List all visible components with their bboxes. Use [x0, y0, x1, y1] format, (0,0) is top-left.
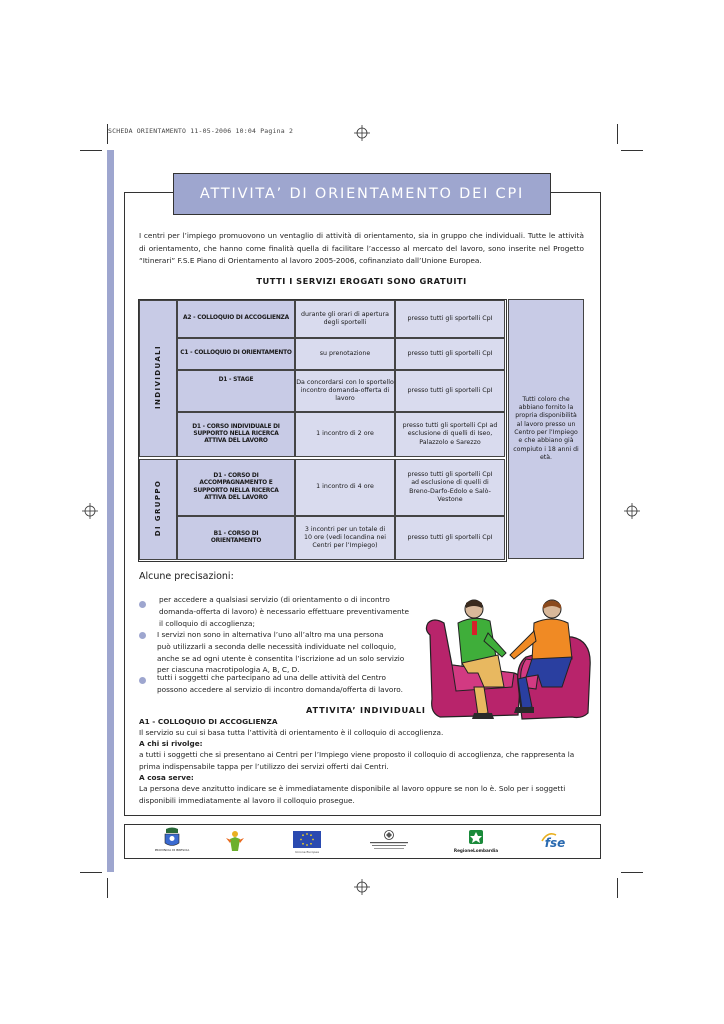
registration-mark-bottom: [354, 879, 370, 895]
what-text-line: La persona deve anzitutto indicare se è immediatamente disponibile al lavoro oppure se non lo è. Solo per i soggetti: [139, 784, 566, 793]
sponsor-logo-strip: [124, 824, 601, 859]
location-cell: presso tutti gli sportelli CpI ad esclusione di quelli di Breno-Darfo-Edolo e Salò-Vestone: [395, 459, 505, 516]
schedule-cell: 3 incontri per un totale di 10 ore (vedi locandina nei Centri per l’Impiego): [295, 516, 395, 560]
crop-mark: [80, 872, 102, 873]
what-title: A cosa serve:: [139, 773, 194, 782]
a1-text: Il servizio su cui si basa tutta l’attività di orientamento è il colloquio di accoglienza.: [139, 728, 444, 737]
side-accent-bar: [107, 150, 114, 872]
precisazione-line: il colloquio di accoglienza;: [159, 618, 255, 628]
schedule-cell: 1 incontro di 4 ore: [295, 459, 395, 516]
intro-paragraph: I centri per l’impiego promuovono un ventaglio di attività di orientamento, sia in gruppo che individuali. Tutte le attività di orientamento, che hanno come finalità quella di facilitare l’accesso al mercato del lavoro, sono inserite nel Progetto “Itinerari” F.S.E Piano di Orientamento al lavoro 2005-2006, cofinanziato dall’Unione Europea.: [139, 231, 584, 265]
print-slug: SCHEDA ORIENTAMENTO 11-05-2006 10:04 Pagina 2: [108, 127, 294, 135]
what-text-line: disponibili immediatamente al lavoro il colloquio prosegue.: [139, 796, 355, 805]
group-individuali-label: INDIVIDUALI: [154, 344, 162, 410]
svg-text:fse: fse: [544, 836, 566, 850]
activity-cell: A2 - COLLOQUIO DI ACCOGLIENZA: [177, 300, 295, 338]
crop-mark: [617, 124, 618, 144]
bullet-icon: [139, 677, 146, 684]
precisazione-line: anche se ad ogni utente è consentita l’iscrizione ad un solo servizio: [157, 653, 405, 663]
precisazione-line: per ciascuna macrotipologia A, B, C, D.: [157, 665, 300, 675]
svg-text:Unione Europea: Unione Europea: [295, 850, 319, 854]
who-text-line: a tutti i soggetti che si presentano ai Centri per l’Impiego viene proposto il colloquio di accoglienza, che rappresenta la: [139, 750, 575, 759]
page-title: ATTIVITA’ DI ORIENTAMENTO DEI CPI: [199, 186, 525, 202]
fse-logo: [540, 829, 570, 853]
provincia-brescia-logo: [154, 826, 190, 856]
free-services-heading: TUTTI I SERVIZI EROGATI SONO GRATUITI: [256, 276, 467, 286]
registration-mark-left: [82, 503, 98, 519]
bullet-icon: [139, 632, 146, 639]
activity-cell: D1 - CORSO DI ACCOMPAGNAMENTO E SUPPORTO NELLA RICERCA ATTIVA DEL LAVORO: [177, 459, 295, 516]
title-banner: [173, 173, 551, 215]
services-table: [138, 299, 507, 562]
location-cell: presso tutti gli sportelli CpI: [395, 300, 505, 338]
activity-cell: D1 - CORSO INDIVIDUALE DI SUPPORTO NELLA RICERCA ATTIVA DEL LAVORO: [177, 412, 295, 457]
crop-mark: [617, 878, 618, 898]
precisazioni-title: Alcune precisazioni:: [139, 571, 234, 582]
precisazione-line: domanda-offerta di lavoro) è necessario effettuare preventivamente: [159, 606, 409, 616]
group-di-gruppo-label: DI GRUPPO: [154, 479, 162, 537]
precisazione-item: [157, 629, 404, 676]
svg-text:PROVINCIA DI BRESCIA: PROVINCIA DI BRESCIA: [154, 848, 190, 852]
schedule-cell: Da concordarsi con lo sportello incontro domanda-offerta di lavoro: [295, 370, 395, 412]
precisazione-line: possono accedere al servizio di incontro domanda/offerta di lavoro.: [157, 684, 403, 694]
location-cell: presso tutti gli sportelli CpI ad esclusione di quelli di Iseo, Palazzolo e Sarezzo: [395, 412, 505, 457]
activity-cell: C1 - COLLOQUIO DI ORIENTAMENTO: [177, 338, 295, 370]
precisazione-item: [159, 594, 409, 629]
location-cell: presso tutti gli sportelli CpI: [395, 370, 505, 412]
itinerari-logo: [222, 829, 248, 855]
a1-title: A1 - COLLOQUIO DI ACCOGLIENZA: [139, 717, 278, 726]
individuali-heading: ATTIVITA’ INDIVIDUALI: [306, 705, 426, 715]
eu-flag-logo: [292, 830, 322, 854]
counseling-illustration: [422, 595, 598, 735]
crop-mark: [621, 150, 643, 151]
schedule-cell: su prenotazione: [295, 338, 395, 370]
schedule-cell: durante gli orari di apertura degli sportelli: [295, 300, 395, 338]
precisazione-line: tutti i soggetti che partecipano ad una delle attività del Centro: [157, 673, 386, 682]
precisazione-line: per accedere a qualsiasi servizio (di orientamento o di incontro: [159, 595, 390, 604]
registration-mark-right: [624, 503, 640, 519]
who-text-line: prima indispensabile tappa per l’utilizzo dei servizi offerti dai Centri.: [139, 762, 389, 771]
eligibility-note: Tutti coloro che abbiano fornito la propria disponibilità al lavoro presso un Centro per l’Impiego e che abbiano già compiuto i 18 anni di età.: [508, 299, 584, 559]
crop-mark: [621, 872, 643, 873]
activity-cell: B1 - CORSO DI ORIENTAMENTO: [177, 516, 295, 560]
precisazione-line: può utilizzarli a seconda delle necessità individuate nel colloquio,: [157, 641, 397, 651]
schedule-cell: 1 incontro di 2 ore: [295, 412, 395, 457]
regione-lombardia-logo: [452, 829, 500, 855]
location-cell: presso tutti gli sportelli CpI: [395, 516, 505, 560]
registration-mark-top: [354, 125, 370, 141]
bullet-icon: [139, 601, 146, 608]
ministero-lavoro-logo: [368, 829, 410, 855]
precisazione-item: [157, 672, 403, 696]
who-title: A chi si rivolge:: [139, 739, 203, 748]
activity-cell: D1 - STAGE: [177, 370, 295, 412]
crop-mark: [80, 150, 102, 151]
regione-lombardia-text: RegioneLombardia: [453, 848, 499, 853]
location-cell: presso tutti gli sportelli CpI: [395, 338, 505, 370]
precisazione-line: I servizi non sono in alternativa l’uno all’altro ma una persona: [157, 630, 384, 639]
crop-mark: [107, 878, 108, 898]
